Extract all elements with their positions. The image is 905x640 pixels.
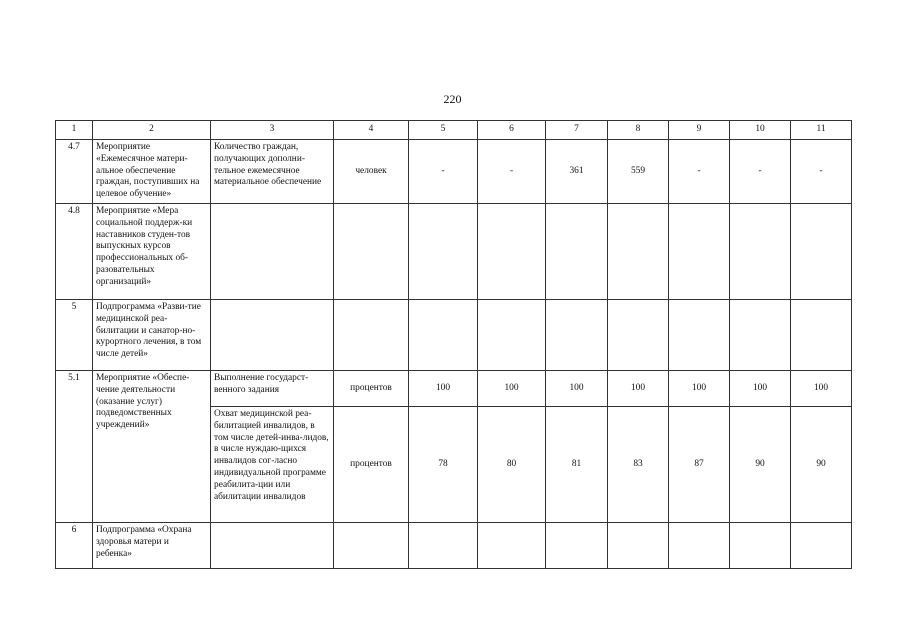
value-cell xyxy=(478,523,546,569)
unit-cell: процентов xyxy=(334,371,409,407)
header-cell: 11 xyxy=(791,121,852,140)
indicator-name: Количество граждан, получающих дополни-тельное ежемесячное материальное обеспечение xyxy=(211,140,334,204)
measure-name: Мероприятие «Обеспе-чение деятельности (оказание услуг) подведомственных учреждений» xyxy=(93,371,211,523)
value-cell: - xyxy=(730,140,791,204)
value-cell xyxy=(608,204,669,300)
value-cell: 100 xyxy=(730,371,791,407)
indicator-name xyxy=(211,523,334,569)
value-cell: 87 xyxy=(669,407,730,523)
header-cell: 8 xyxy=(608,121,669,140)
row-number: 4.8 xyxy=(56,204,93,300)
value-cell xyxy=(546,300,608,371)
table-row xyxy=(56,140,852,204)
value-cell xyxy=(409,300,478,371)
row-number: 4.7 xyxy=(56,140,93,204)
subprogram-name: Подпрограмма «Охрана здоровья матери и ребенка» xyxy=(93,523,211,569)
indicator-name xyxy=(211,204,334,300)
value-cell xyxy=(409,204,478,300)
row-number: 6 xyxy=(56,523,93,569)
page-number: 220 xyxy=(443,92,462,106)
unit-cell: человек xyxy=(334,140,409,204)
value-cell: 83 xyxy=(608,407,669,523)
header-cell: 6 xyxy=(478,121,546,140)
value-cell xyxy=(608,300,669,371)
value-cell xyxy=(546,523,608,569)
header-cell: 5 xyxy=(409,121,478,140)
indicators-table xyxy=(55,120,852,569)
value-cell xyxy=(608,523,669,569)
indicator-name xyxy=(211,300,334,371)
header-cell: 3 xyxy=(211,121,334,140)
header-cell: 1 xyxy=(56,121,93,140)
table-row xyxy=(56,300,852,371)
indicator-name: Охват медицинской реа-билитацией инвалидов, в том числе детей-инва-лидов, в числе нуждаю-щихся инвалидов сог-ласно индивидуальной программе реабилита-ции или абилитации инвалидов xyxy=(211,407,334,523)
header-cell: 4 xyxy=(334,121,409,140)
value-cell xyxy=(669,300,730,371)
value-cell: 90 xyxy=(791,407,852,523)
measure-name: Мероприятие «Ежемесячное матери-альное обеспечение граждан, поступивших на целевое обучение» xyxy=(93,140,211,204)
value-cell: 78 xyxy=(409,407,478,523)
row-number: 5 xyxy=(56,300,93,371)
value-cell xyxy=(669,523,730,569)
value-cell xyxy=(478,300,546,371)
value-cell: 100 xyxy=(669,371,730,407)
value-cell: - xyxy=(791,140,852,204)
header-cell: 10 xyxy=(730,121,791,140)
value-cell: 90 xyxy=(730,407,791,523)
header-cell: 2 xyxy=(93,121,211,140)
unit-cell: процентов xyxy=(334,407,409,523)
indicator-name: Выполнение государст-венного задания xyxy=(211,371,334,407)
value-cell xyxy=(546,204,608,300)
measure-name: Мероприятие «Мера социальной поддерж-ки наставников студен-тов выпускных курсов профессиональных об-разовательных организаций» xyxy=(93,204,211,300)
value-cell: - xyxy=(478,140,546,204)
header-cell: 9 xyxy=(669,121,730,140)
value-cell: - xyxy=(409,140,478,204)
unit-cell xyxy=(334,523,409,569)
header-cell: 7 xyxy=(546,121,608,140)
value-cell: 100 xyxy=(409,371,478,407)
table-row xyxy=(56,371,852,407)
row-number: 5.1 xyxy=(56,371,93,523)
value-cell xyxy=(730,204,791,300)
value-cell: 559 xyxy=(608,140,669,204)
value-cell: 361 xyxy=(546,140,608,204)
value-cell xyxy=(791,300,852,371)
table-row xyxy=(56,523,852,569)
value-cell xyxy=(409,523,478,569)
value-cell xyxy=(730,300,791,371)
value-cell xyxy=(791,204,852,300)
value-cell xyxy=(669,204,730,300)
value-cell: 100 xyxy=(478,371,546,407)
value-cell xyxy=(478,204,546,300)
unit-cell xyxy=(334,204,409,300)
value-cell: 80 xyxy=(478,407,546,523)
value-cell: 100 xyxy=(791,371,852,407)
value-cell xyxy=(791,523,852,569)
table-header-row xyxy=(56,121,852,140)
value-cell: 81 xyxy=(546,407,608,523)
value-cell: 100 xyxy=(608,371,669,407)
value-cell: - xyxy=(669,140,730,204)
table-row xyxy=(56,204,852,300)
subprogram-name: Подпрограмма «Разви-тие медицинской реа-билитации и санатор-но-курортного лечения, в том числе детей» xyxy=(93,300,211,371)
unit-cell xyxy=(334,300,409,371)
value-cell xyxy=(730,523,791,569)
value-cell: 100 xyxy=(546,371,608,407)
